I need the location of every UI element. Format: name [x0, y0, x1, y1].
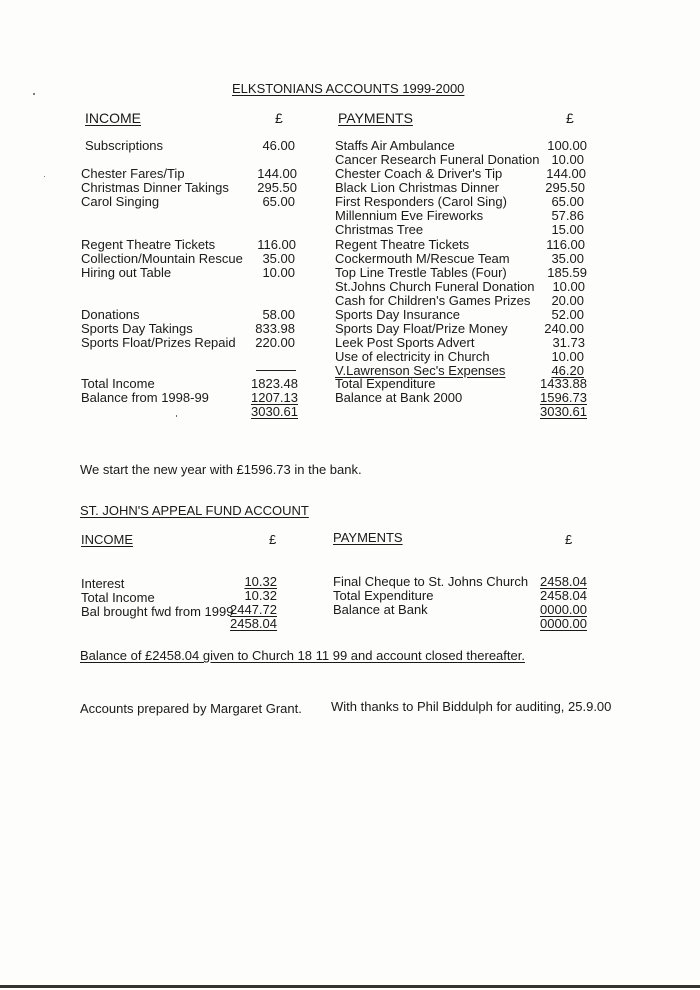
payment-amount: 116.00 — [546, 237, 585, 252]
income-label: Sports Day Takings — [81, 321, 193, 336]
scan-speck — [176, 415, 177, 417]
payment-amount: 46.20 — [551, 363, 584, 378]
payment-label: Millennium Eve Fireworks — [335, 208, 484, 223]
payment-label: First Responders (Carol Sing) — [335, 194, 507, 209]
income-amount: 144.00 — [257, 166, 297, 181]
income-label: Chester Fares/Tip — [81, 166, 185, 181]
appeal-income-currency: £ — [269, 532, 277, 547]
income-label: Subscriptions — [85, 138, 164, 153]
prepared-by: Accounts prepared by Margaret Grant. — [80, 701, 302, 716]
closing-note: Balance of £2458.04 given to Church 18 11 99 and account closed thereafter. — [80, 648, 525, 663]
total-expenditure-label: Total Expenditure — [335, 376, 436, 391]
income-currency: £ — [275, 110, 283, 126]
appeal-income-label: Interest — [81, 576, 125, 591]
appeal-payment-amount: 2458.04 — [540, 588, 587, 603]
payment-amount: 10.00 — [551, 152, 584, 167]
income-amount: 65.00 — [262, 194, 295, 209]
scan-speck — [44, 176, 45, 177]
payment-amount: 185.59 — [547, 265, 587, 280]
payment-amount: 35.00 — [551, 251, 584, 266]
document-title: ELKSTONIANS ACCOUNTS 1999-2000 — [232, 81, 465, 96]
income-amount: 116.00 — [257, 237, 296, 252]
payment-amount: 295.50 — [545, 180, 585, 195]
payment-amount: 10.00 — [551, 349, 584, 364]
appeal-payments-currency: £ — [565, 532, 573, 547]
auditor-thanks: With thanks to Phil Biddulph for auditing, 25.9.00 — [331, 699, 612, 714]
appeal-title: ST. JOHN'S APPEAL FUND ACCOUNT — [80, 503, 309, 518]
appeal-payment-total: 0000.00 — [540, 616, 587, 631]
income-grand-total: 3030.61 — [251, 404, 298, 419]
income-label: Regent Theatre Tickets — [81, 237, 216, 252]
payment-amount: 57.86 — [551, 208, 584, 223]
payment-label: Sports Day Float/Prize Money — [335, 321, 508, 336]
payments-header: PAYMENTS — [338, 110, 413, 126]
new-year-note: We start the new year with £1596.73 in the bank. — [80, 462, 362, 477]
income-amount: 35.00 — [262, 251, 295, 266]
payment-label: Sports Day Insurance — [335, 307, 461, 322]
income-amount: 295.50 — [257, 180, 297, 195]
payment-amount: 15.00 — [551, 222, 584, 237]
payment-label: Black Lion Christmas Dinner — [335, 180, 500, 195]
payment-label: Cockermouth M/Rescue Team — [335, 251, 510, 266]
income-amount: 10.00 — [262, 265, 295, 280]
income-label: Carol Singing — [81, 194, 160, 209]
income-label: Sports Float/Prizes Repaid — [81, 335, 236, 350]
appeal-income-total: 2458.04 — [230, 616, 277, 631]
payment-amount: 31.73 — [552, 335, 585, 350]
income-label: Hiring out Table — [81, 265, 172, 280]
income-amount: 58.00 — [262, 307, 295, 322]
payment-label: Use of electricity in Church — [335, 349, 490, 364]
payments-currency: £ — [566, 110, 574, 126]
total-expenditure-amount: 1433.88 — [540, 376, 587, 391]
payment-label: Regent Theatre Tickets — [335, 237, 470, 252]
payment-amount: 100.00 — [547, 138, 587, 153]
payment-amount: 240.00 — [544, 321, 584, 336]
balance-prev-label: Balance from 1998-99 — [81, 390, 209, 405]
income-amount: 46.00 — [262, 138, 295, 153]
income-sum-line — [256, 370, 296, 371]
payment-amount: 10.00 — [552, 279, 585, 294]
appeal-payments-header: PAYMENTS — [333, 530, 403, 545]
appeal-income-label: Bal brought fwd from 1999 — [81, 604, 234, 619]
payment-amount: 20.00 — [551, 293, 584, 308]
scan-bottom-edge — [0, 985, 700, 988]
appeal-payment-label: Final Cheque to St. Johns Church — [333, 574, 529, 589]
scan-speck — [33, 93, 35, 95]
appeal-payment-amount: 0000.00 — [540, 602, 587, 617]
payment-label: St.Johns Church Funeral Donation — [335, 279, 535, 294]
balance-prev-amount: 1207.13 — [251, 390, 298, 405]
payment-label: Leek Post Sports Advert — [335, 335, 475, 350]
income-label: Collection/Mountain Rescue — [81, 251, 243, 266]
appeal-income-header: INCOME — [81, 532, 133, 547]
payment-label: Cancer Research Funeral Donation — [335, 152, 540, 167]
payments-grand-total: 3030.61 — [540, 404, 587, 419]
appeal-income-amount: 2447.72 — [230, 602, 277, 617]
income-label: Christmas Dinner Takings — [81, 180, 229, 195]
payment-amount: 65.00 — [551, 194, 584, 209]
balance-bank-amount: 1596.73 — [540, 390, 587, 405]
payment-label: Top Line Trestle Tables (Four) — [335, 265, 507, 280]
total-income-amount: 1823.48 — [251, 376, 298, 391]
payment-amount: 144.00 — [546, 166, 586, 181]
payment-label: Staffs Air Ambulance — [335, 138, 455, 153]
appeal-income-label: Total Income — [81, 590, 155, 605]
appeal-income-amount: 10.32 — [244, 574, 277, 589]
income-amount: 833.98 — [255, 321, 295, 336]
income-label: Donations — [81, 307, 140, 322]
income-amount: 220.00 — [255, 335, 295, 350]
payment-amount: 52.00 — [551, 307, 584, 322]
payment-label: Christmas Tree — [335, 222, 424, 237]
appeal-payment-label: Total Expenditure — [333, 588, 434, 603]
total-income-label: Total Income — [81, 376, 155, 391]
payment-label: Chester Coach & Driver's Tip — [335, 166, 503, 181]
payment-label: Cash for Children's Games Prizes — [335, 293, 531, 308]
appeal-payment-amount: 2458.04 — [540, 574, 587, 589]
payment-label: V.Lawrenson Sec's Expenses — [335, 363, 506, 378]
appeal-income-amount: 10.32 — [244, 588, 277, 603]
balance-bank-label: Balance at Bank 2000 — [335, 390, 463, 405]
income-header: INCOME — [85, 110, 141, 126]
appeal-payment-label: Balance at Bank — [333, 602, 428, 617]
